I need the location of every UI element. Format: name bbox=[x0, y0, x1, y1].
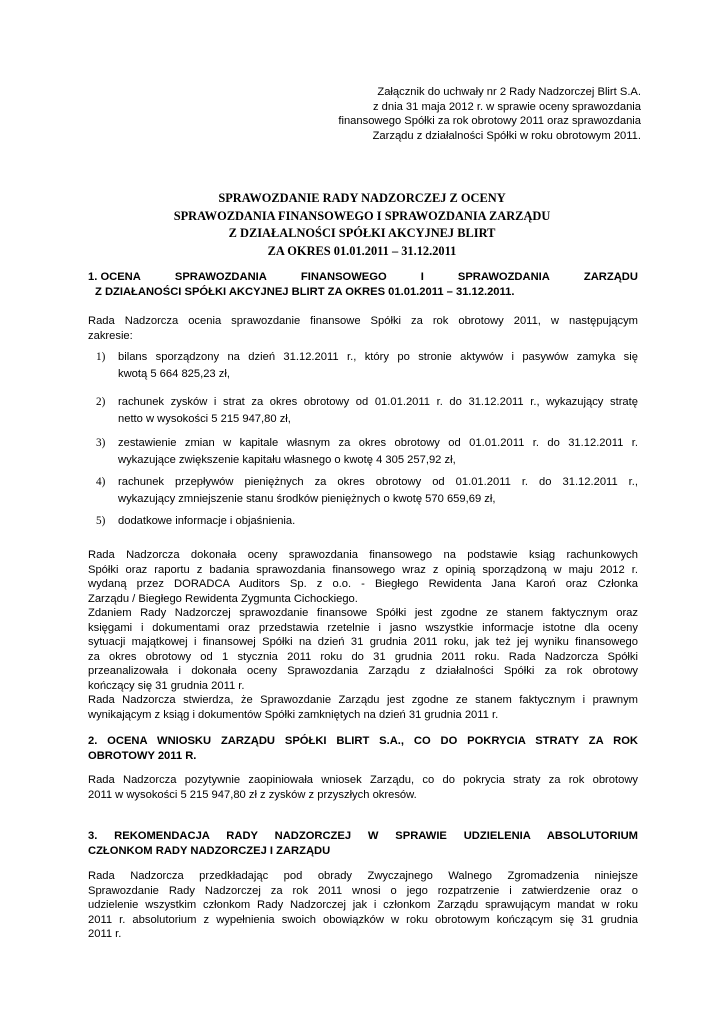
heading-word: SPRAWOZDANIA bbox=[174, 271, 267, 283]
heading-line: 3. REKOMENDACJA RADY NADZORCZEJ W SPRAWIE UDZIELENIA ABSOLUTORIUM bbox=[88, 830, 638, 842]
list-number: 4) bbox=[96, 476, 106, 488]
section-3-heading bbox=[88, 829, 638, 858]
list-item-line: zestawienie zmian w kapitale własnym za okres obrotowy od 01.01.2011 r. do 31.12.2011 r. bbox=[118, 437, 638, 449]
list-item-line: rachunek przepływów pieniężnych za okres obrotowy od 01.01.2011 r. do 31.12.2011 r., bbox=[118, 476, 638, 488]
annex-note bbox=[338, 85, 641, 143]
list-item-line: dodatkowe informacje i objaśnienia. bbox=[118, 515, 296, 527]
section-1-heading-line bbox=[88, 270, 638, 285]
heading-line: 2. OCENA WNIOSKU ZARZĄDU SPÓŁKI BLIRT S.A., CO DO POKRYCIA STRATY ZA ROK bbox=[88, 735, 638, 747]
section-2-heading bbox=[88, 734, 638, 763]
title-line: ZA OKRES 01.01.2011 – 31.12.2011 bbox=[267, 243, 457, 258]
annex-line: z dnia 31 maja 2012 r. w sprawie oceny sprawozdania bbox=[372, 100, 641, 113]
paragraph-line: Rada Nadzorcza stwierdza, że Sprawozdanie Zarządu jest zgodne ze stanem faktycznym i prawnym bbox=[88, 694, 638, 706]
paragraph-line: udzielenie wszystkim członkom Rady Nadzorczej jak i członkom Zarządu sprawującym mandat w roku bbox=[88, 899, 638, 911]
paragraph-line: Spółki oraz raportu z badania sprawozdania finansowego wraz z opinią sporządzoną w maju 2012 r. bbox=[88, 563, 638, 576]
heading-word: ZARZĄDU bbox=[583, 271, 638, 283]
title-line: SPRAWOZDANIA FINANSOWEGO I SPRAWOZDANIA ZARZĄDU bbox=[173, 208, 551, 223]
list-item-line: kwotą 5 664 825,23 zł, bbox=[118, 367, 230, 380]
list-item-line: netto w wysokości 5 215 947,80 zł, bbox=[118, 412, 291, 425]
section-1-heading bbox=[88, 270, 638, 299]
paragraph-line: 2011 r. bbox=[88, 928, 122, 940]
section-1-body bbox=[88, 548, 638, 722]
paragraph-line: księgami i dokumentami oraz przedstawia rzetelnie i jasno wszystkie informacje istotne dla oceny bbox=[88, 621, 638, 634]
heading-word: FINANSOWEGO bbox=[300, 271, 387, 283]
paragraph-line: Zdaniem Rady Nadzorczej sprawozdanie finansowe Spółki jest zgodne ze stanem faktycznym oraz bbox=[88, 607, 638, 619]
heading-line: OBROTOWY 2011 R. bbox=[88, 749, 197, 762]
heading-word: 1. OCENA bbox=[88, 271, 141, 283]
paragraph-line: Rada Nadzorcza pozytywnie zaopiniowała wniosek Zarządu, co do pokrycia straty za rok obrotowy bbox=[88, 774, 638, 786]
list-number: 2) bbox=[96, 396, 106, 408]
heading-word: I bbox=[420, 271, 424, 283]
list-item-line: wykazujące zwiększenie kapitału własnego o kwotę 4 305 257,92 zł, bbox=[118, 453, 456, 466]
paragraph-line: sytuacji majątkowej i finansowej Spółki na dzień 31 grudnia 2011 roku, jak też jej wyniku finansowego bbox=[88, 636, 638, 648]
paragraph-line: wydaną przez DORADCA Auditors Sp. z o.o. - Biegłego Rewidenta Jana Karoń oraz Członka bbox=[88, 578, 638, 590]
paragraph-line: Sprawozdanie Rady Nadzorczej za rok 2011 wnosi o jego rozpatrzenie i zatwierdzenie oraz o bbox=[88, 884, 638, 897]
list-number: 3) bbox=[96, 437, 106, 449]
paragraph-line: Rada Nadzorcza dokonała oceny sprawozdania finansowego na podstawie ksiąg rachunkowych bbox=[88, 549, 638, 561]
paragraph-line: zakresie: bbox=[88, 329, 133, 342]
annex-line: Zarządu z działalności Spółki w roku obrotowym 2011. bbox=[372, 129, 641, 142]
paragraph-line: Rada Nadzorcza ocenia sprawozdanie finansowe Spółki za rok obrotowy 2011, w następującym bbox=[88, 315, 638, 327]
list-item-line: bilans sporządzony na dzień 31.12.2011 r., który po stronie aktywów i pasywów zamyka się bbox=[118, 351, 638, 363]
section-3-body bbox=[88, 869, 638, 942]
list-item-line: wykazujący zmniejszenie stanu środków pieniężnych o kwotę 570 659,69 zł, bbox=[118, 492, 496, 505]
paragraph-line: 2011 w wysokości 5 215 947,80 zł z zysków z przyszłych okresów. bbox=[88, 788, 417, 801]
paragraph-line: wynikającym z ksiąg i dokumentów Spółki zamkniętych na dzień 31 grudnia 2011 r. bbox=[88, 708, 499, 721]
heading-word: SPRAWOZDANIA bbox=[457, 271, 550, 283]
list-item-line: rachunek zysków i strat za okres obrotowy od 01.01.2011 r. do 31.12.2011 r., wykazujący stratę bbox=[118, 396, 638, 408]
paragraph-line: Zarządu / Biegłego Rewidenta Zygmunta Cichockiego. bbox=[88, 592, 358, 605]
title-line: Z DZIAŁALNOŚCI SPÓŁKI AKCYJNEJ BLIRT bbox=[228, 226, 496, 240]
list-number: 5) bbox=[96, 515, 106, 527]
heading-line: CZŁONKOM RADY NADZORCZEJ I ZARZĄDU bbox=[88, 844, 331, 857]
paragraph-line: 2011 r. absolutorium z wypełnienia swoich obowiązków w roku obrotowym kończącym się 31 grudnia bbox=[88, 913, 638, 926]
paragraph-line: kończący się 31 grudnia 2011 r. bbox=[88, 679, 245, 692]
paragraph-line: Rada Nadzorcza przedkładając pod obrady Zwyczajnego Walnego Zgromadzenia niniejsze bbox=[88, 870, 638, 882]
annex-line: finansowego Spółki za rok obrotowy 2011 oraz sprawozdania bbox=[338, 115, 641, 127]
title-line: SPRAWOZDANIE RADY NADZORCZEJ Z OCENY bbox=[218, 191, 506, 205]
paragraph-line: przeanalizowała i dokonała oceny Sprawozdania Zarządu z działalności Spółki za rok obrotowy bbox=[88, 665, 638, 677]
document-title bbox=[0, 190, 724, 260]
section-1-heading-line: Z DZIAŁANOŚCI SPÓŁKI AKCYJNEJ BLIRT ZA OKRES 01.01.2011 – 31.12.2011. bbox=[95, 285, 515, 298]
paragraph-line: za okres obrotowy od 1 stycznia 2011 roku do 31 grudnia 2011 roku. Rada Nadzorcza Spółki bbox=[88, 650, 638, 663]
section-2-body bbox=[88, 773, 638, 802]
annex-line: Załącznik do uchwały nr 2 Rady Nadzorczej Blirt S.A. bbox=[377, 86, 641, 98]
section-1-intro bbox=[88, 314, 638, 343]
list-number: 1) bbox=[96, 351, 106, 363]
